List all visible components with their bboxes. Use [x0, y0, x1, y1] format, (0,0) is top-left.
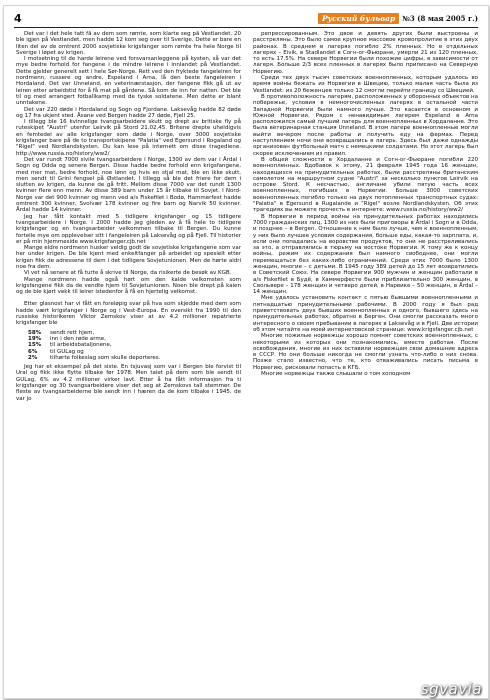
- article-paragraph: В общей сложности в Хордаланне и Согн-ог-Фьюране погибли 220 военнопленных. Вдобавок к этому, 21 февраля 1945 года 16 женщин, находящихся на принудительных работах, были расстреляны британским самолетом на маршрутном судне "Austri" за несколько пунктов Leirvik на острове Stord. К несчастью, англичане убили пятую часть всех военнопленных, погибших в Норвегии. Больше 3000 советских военнопленных погибло только на двух потопленных транспортных судах: "Palatia" в Egersund в Rugalande и "Rigel" возле Nordlandskysten. Об этих трагедиях вы можете прочесть в интернете: www.russia.no/history/ww2/: [253, 156, 478, 214]
- article-paragraph: В противоположность лагерям, расположенных у оборонных объектов на побережье, условия в немногочисленных лагерях в остальной части Западной Норвегии были намного лучше. Это касается в основном и Южной Норвегии. Рядом с ненавидимым лагерем Espeland в Arna расположился самый лучший лагерь для военнопленных в Хордаланне. Это была ветеринарная станция Unneland. В этом лагере военнопленные могли выйти вечером после работы и получить еду на фермах. Перед наступлением ночи они возвращались в лагерь. Здесь был даже однажды организован футбольный матч с немецкими солдатами. Но этот лагерь был скорее исключением из правил.: [253, 93, 478, 157]
- header-divider: [14, 27, 478, 28]
- article-paragraph: Jeg har fått kontakt med 5 tidligere krigsfanger og 15 tidligere tvangsarbeidere i Norge. I 2000 hadde jeg gleden av å få hele to tidligere krigsfanger og en tvangsarbeider velkommen tilbake til Bergen. Du kunne fortelle mye om opplevelser sitt i fangeleiren på Laksevåg og på Fjell. Til historier er på min hjemmeside www.krigsfanger.cjb.net: [16, 213, 241, 245]
- article-paragraph: Etter glasnost har vi fått en foreløpig svar på hva som skjedde med dem som hadde vært krigsfanger i Norge og i Vest-Europa. En oversikt fra 1990 til den russiske historikeren Viktor Zemskov viser at av 4.2 millioner repatrierte krigsfanger ble: [16, 301, 241, 327]
- left-column-closing: [16, 364, 241, 402]
- right-column-russian: [253, 31, 478, 686]
- page-number: 4: [14, 12, 22, 25]
- stat-description: til arbeidsbataljonene,: [50, 342, 112, 349]
- stat-percentage: 15%: [28, 342, 42, 349]
- stat-description: til GULag og: [50, 348, 84, 355]
- article-paragraph: I motsetning til de harde leirene ved forsvarsanleggene på kysten, så var det mye bedre forhold for fangene i de mindre leirene i innlandet på Vestlandet. Dette gjelder generelt sett i hele Sør-Norge. Rett ved den fryktede fangeleiren for nordmenn, russere og andre, Espeland i Arna, lå den beste fangeleiren i Hordaland. Det var Unneland, en veterinærstasjon, der fangene fikk gå ut av leiren etter arbeidstid for å få mat på gårdene. Så kom de inn for natten. Det ble til og med arrangert fotballkamp med de tyske soldatene. Men dette er blant unntakene.: [16, 56, 241, 107]
- issue-number: №3 (8 мая 2005 г.): [402, 13, 478, 23]
- stat-description: sendt rett hjem,: [50, 329, 95, 336]
- article-paragraph: Среди тех двух тысяч советских военнопленных, которым удалось во время войны бежать из Норвегии в Швецию, только малая часть была из Vestlandet: из 20 беженцев только 12 смогли перейти границу со Швецией.: [253, 75, 478, 94]
- stat-description: inn i den røde arme,: [50, 335, 106, 342]
- article-paragraph: Mange eldre nordmenn husker veldig godt de sovjetiske krigsfangene som var her under krigen. De ble kjent med enkeltfanger på arbeidet og spesielt etter krigen fikk de adressene til dem i det tidligere Sovjetunionen. Men de hørte aldri noe fra dem.: [16, 245, 241, 270]
- article-paragraph: Vi vet nå senere at få turte å skrive til Norge, da risikerte de besøk av KGB.: [24, 270, 232, 277]
- article-paragraph: Mange nordmenn hadde også hørt om den kalde velkomsten som krigsfangene fikk da de vendte hjem til Sovjetunionen. Noen ble drept på kaien og de ble kjørt vekk til leirer istedenfor å få en hjertelig velkomst.: [16, 276, 241, 296]
- stat-percentage: 2%: [28, 354, 38, 361]
- stat-description: tilhørte folkeslag som skulle deporteres.: [50, 354, 161, 361]
- left-column-paragraphs: [16, 31, 241, 327]
- article-paragraph: Det var i det hele tatt få av dem som rømte, som klarte seg på Vestlandet. 20 ble igjen på Vestlandet, men hadde 12 kom seg over til Sverige. Dette er bare en liten del av de omtrent 2000 sovjetiske krigsfanger som rømte fra hele Norge til Sverige i løpet av krigen.: [16, 31, 241, 56]
- right-column-paragraphs: [253, 31, 478, 377]
- masthead: [318, 11, 478, 25]
- article-paragraph: Jeg har et eksempel på det siste. En tsjuvasj som var i Bergen ble forvist til Ural og fikk ikke flytte tilbake før 1978. Men talet på dem som ble sendt til GULag, 6% av 4.2 millioner virker lavt. Etter å ha fått informasjon fra ti krigsfanger og 30 tvangsarbeidere viser det seg at Zemskovs tall stemmer. De fleste av tvangsarbeiderne ble sendt inn i hæren da de kom tilbake i 1945, de var jo: [16, 364, 241, 402]
- stat-row: [16, 355, 241, 361]
- article-paragraph: Det var rundt 7000 sivile tvangsarbeidere i Norge, 1300 av dem var i Årdal i Sogn og Odda og senere Bergen. Disse hadde bedre forhold enn krigsfangene, med mer mat, bedre forhold, noe lønn og hvis en stjal mat, ble en ikke skutt, men sendt til Grini fengsel på Østlandet. I tillegg så ble det friere for dem i slutten av krigen, da kunne de gå fritt. Mellom disse 7000 var det rundt 1300 kvinner flere enn menn. Av disse 389 barn under 15 år tilbake til Sovjet. I Nord-Norge var det 900 kvinner og menn ved a/s Fiskefilet i Bodø, Hammerfest hadde omtrent 300 kvinner, Svolvær 178 kvinner og fire barn og Narvik 50 kvinner. Årdal hadde 14 kvinner.: [16, 156, 241, 214]
- repatriation-stats: [16, 330, 241, 361]
- newspaper-logo: Русский бульвар: [318, 13, 399, 24]
- article-paragraph: репрессированным. Это двое и девять других были выстроены и расстреляны. Это было самое крупное массовое кровопролитие в этих двух районах. В среднем в лагерях погибло 2% пленных. Но в отдельных лагерях – Eivik, в Stadlandet в Согн-ог-Фьюране, умерли 21 из 120 пленных, то есть 17.5%. На севере Норвегии были похожие цифры, в зависимости от лагеря. Больше 2/3 всех пленных в лагерях было приписано на Северную Норвегию.: [253, 31, 478, 75]
- article-paragraph: I tillegg ble 16 kvinnelige tvangsarbeidere skutt og drept av britiske fly på ruteskipet "Austri" utenfor Leirvik på Stord 21.02.45. Britene drepte uheldigvis en femtedel av alle krigsfanger som døde i Norge, over 3000 sovjetiske krigsfanger bare på de to transportskipene "Palatia" ved Egersund i Rogaland og "Rigel" ved Nordlandskysten. Du kan lese på internett om disse tragediene. http://www.russia.no/history/ww2/: [16, 119, 241, 157]
- article-paragraph: Многие пожилые норвежцы хорошо помнят советских военнопленных, с некоторыми из которых они познакомились, вместе работая. После освобождения, многие из них оставили норвежцам свои домашние адреса в СССР. Но они больше никогда не смогли узнать что-либо о них снова. Позже стало известно, что те, кто отваживались писать письма в Норвегию, рисковали попасть в КГБ.: [253, 333, 478, 371]
- left-column-norwegian: [16, 31, 241, 686]
- article-paragraph: Мне удалось установить контакт с пятью бывшими военнопленными и пятнадцатью принудительными рабочими. В 2000 году я был рад приветствовать двух бывших военнопленных и одного, бывшего здесь на принудительных работах, обратно в Берген. Они смогли рассказать много интересного о своем пребывании в лагерях в Laksevåg и в Fjell. Две истории об этом читайте на моей интернетовской странице: www.krigsfanger.cjb.net: [253, 295, 478, 333]
- newspaper-page: [3, 5, 489, 699]
- article-paragraph: В Норвегии в период войны на принудительных работах находились 7000 гражданских лиц, 1300 из них были приговоры в Årdal i Sogn и в Odda, и позднее – в Bergen. Отношение к ним было лучше, чем к военнопленным, у них было лучшее условия содержания, больше еды, какая-то зарплата, и, если они попадались на воровстве продуктов, то они не расстреливались за это, а отправлялись в тюрьму на востоке Норвегии. К тому же к концу войны, режим их содержания был намного свободнее, они могли перемещаться без каких-либо ограничений. Среди этих 7000 было 1300 женщин, многие – с детьми. В 1945 году 389 детей до 15 лет возвратились в Советский Союз. На севере Норвегии 900 мужчин и женщин работали в а/s Fiskefilet в Будё, в Хаммерфесте были приблизительно 300 женщин, в Свольвере – 178 женщин и четверо детей, в Нарвике – 50 женщин, в Årdal – 14 женщин.: [253, 213, 478, 296]
- watermark: sgvavia: [420, 680, 482, 698]
- stat-percentage: 6%: [28, 348, 38, 355]
- article-columns: [16, 31, 478, 686]
- stat-percentage: 58%: [28, 329, 42, 336]
- stat-percentage: 19%: [28, 335, 42, 342]
- article-paragraph: Многие норвежцы также слышали о том холодном: [261, 371, 411, 378]
- article-paragraph: Det var 220 døde i Hordaland og Sogn og Fjordane. Laksevåg hadde 82 døde og 17 fra ukjent sted. Åsane ved Bergen hadde 27 døde, Fjell 25.: [16, 106, 241, 119]
